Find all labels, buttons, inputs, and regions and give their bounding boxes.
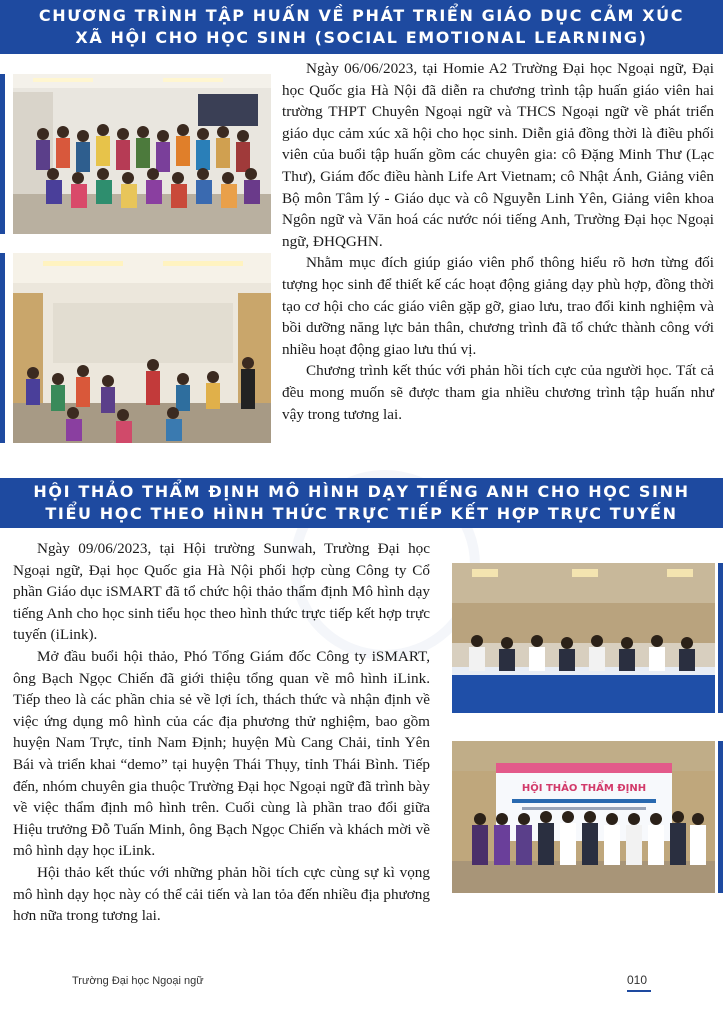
section2-title-banner <box>0 478 723 528</box>
section1-paragraph: Nhằm mục đích giúp giáo viên phổ thông hiểu rõ hơn từng đối tượng học sinh để thiết kế các hoạt động giảng dạy phù hợp, đồng thời tạo cơ hội cho các giáo viên gặp gỡ, giao lưu, trao đổi kinh nghiệm và bồi dưỡng năng lực bản thân, chương trình đã tổ chức thành công với nhiều hoạt động giao lưu thú vị. <box>282 254 714 358</box>
section2-paragraph: Hội thảo kết thúc với những phản hồi tích cực cùng sự kì vọng mô hình dạy học này có thể cải tiến và lan tỏa đến nhiều địa phương hơn nữa trong tương lai. <box>13 863 430 925</box>
section1-body <box>282 58 714 425</box>
section2-paragraph: Mở đầu buổi hội thảo, Phó Tổng Giám đốc Công ty iSMART, ông Bạch Ngọc Chiến đã giới thiệu tổng quan về mô hình iLink. Tiếp theo là các phần chia sẻ về lợi ích, thách thức và nhận định về việc ứng dụng mô hình của các địa phương thử nghiệm, bao gồm huyện Nam Trực, tỉnh Nam Định; huyện Mù Cang Chải, tỉnh Yên Bái và triển khai “demo” tại huyện Thái Thụy, tỉnh Thái Bình. Tiếp đến, nhóm chuyên gia thuộc Trường Đại học Ngoại ngữ đã trình bày về việc thẩm định mô hình trên. Cuối cùng là phần trao đổi giữa Hiệu trưởng Đỗ Tuấn Minh, ông Bạch Ngọc Chiến và khách mời về mô hình dạy học iLink. <box>13 647 430 860</box>
section1-title-banner <box>0 0 723 54</box>
section1-title-line2: XÃ HỘI CHO HỌC SINH (SOCIAL EMOTIONAL LEARNING) <box>75 28 648 47</box>
page-number-underline <box>627 990 651 992</box>
section2-paragraph: Ngày 09/06/2023, tại Hội trường Sunwah, Trường Đại học Ngoại ngữ, Đại học Quốc gia Hà Nội phối hợp cùng Công ty Cổ phần Giáo dục iSMART đã tổ chức hội thảo thẩm định Mô hình dạy tiếng Anh cho học sinh tiểu học theo hình thức trực tiếp kết hợp trực tuyến (iLink). <box>13 540 430 644</box>
photo-accent-bar <box>718 563 723 713</box>
classroom-activity-photo <box>13 253 271 443</box>
section1-paragraph: Ngày 06/06/2023, tại Homie A2 Trường Đại học Ngoại ngữ, Đại học Quốc gia Hà Nội đã diễn ra chương trình tập huấn giáo viên hai trường THPT Chuyên Ngoại ngữ và THCS Ngoại ngữ về phát triển giáo dục cảm xúc xã hội cho học sinh. Diễn giả đồng thời là điều phối viên của buổi tập huấn gồm các chuyên gia: cô Đặng Minh Thư (Lạc Thư), Giám đốc điều hành Life Art Vietnam; cô Nhật Ánh, Giảng viên Bộ môn Tâm lý - Giáo dục và cô Nguyễn Linh Yên, Giảng viên khoa Ngôn ngữ và Văn hoá các nước nói tiếng Anh, Trường Đại học Ngoại ngữ, ĐHQGHN. <box>282 60 714 250</box>
section1-title-line1: CHƯƠNG TRÌNH TẬP HUẤN VỀ PHÁT TRIỂN GIÁO DỤC CẢM XÚC <box>38 6 685 25</box>
photo-accent-bar <box>0 253 5 443</box>
footer-school-name: Trường Đại học Ngoại ngữ <box>72 975 204 987</box>
section1-paragraph: Chương trình kết thúc với phản hồi tích cực của người học. Tất cả đều mong muốn sẽ được tham gia nhiều chương trình tập huấn như vậy trong tương lai. <box>282 362 714 423</box>
section2-title-line2: TIỂU HỌC THEO HÌNH THỨC TRỰC TIẾP KẾT HỢP TRỰC TUYẾN <box>45 504 678 523</box>
conference-hall-photo <box>452 563 715 713</box>
section2-title-line1: HỘI THẢO THẨM ĐỊNH MÔ HÌNH DẠY TIẾNG ANH CHO HỌC SINH <box>33 482 690 501</box>
group-photo-teachers <box>13 74 271 234</box>
workshop-banner-text: HỘI THẢO THẨM ĐỊNH <box>521 783 647 794</box>
page-number: 010 <box>627 973 648 987</box>
photo-accent-bar <box>0 74 5 234</box>
group-photo-workshop <box>452 741 715 893</box>
photo-accent-bar <box>718 741 723 893</box>
section2-body <box>13 538 430 927</box>
